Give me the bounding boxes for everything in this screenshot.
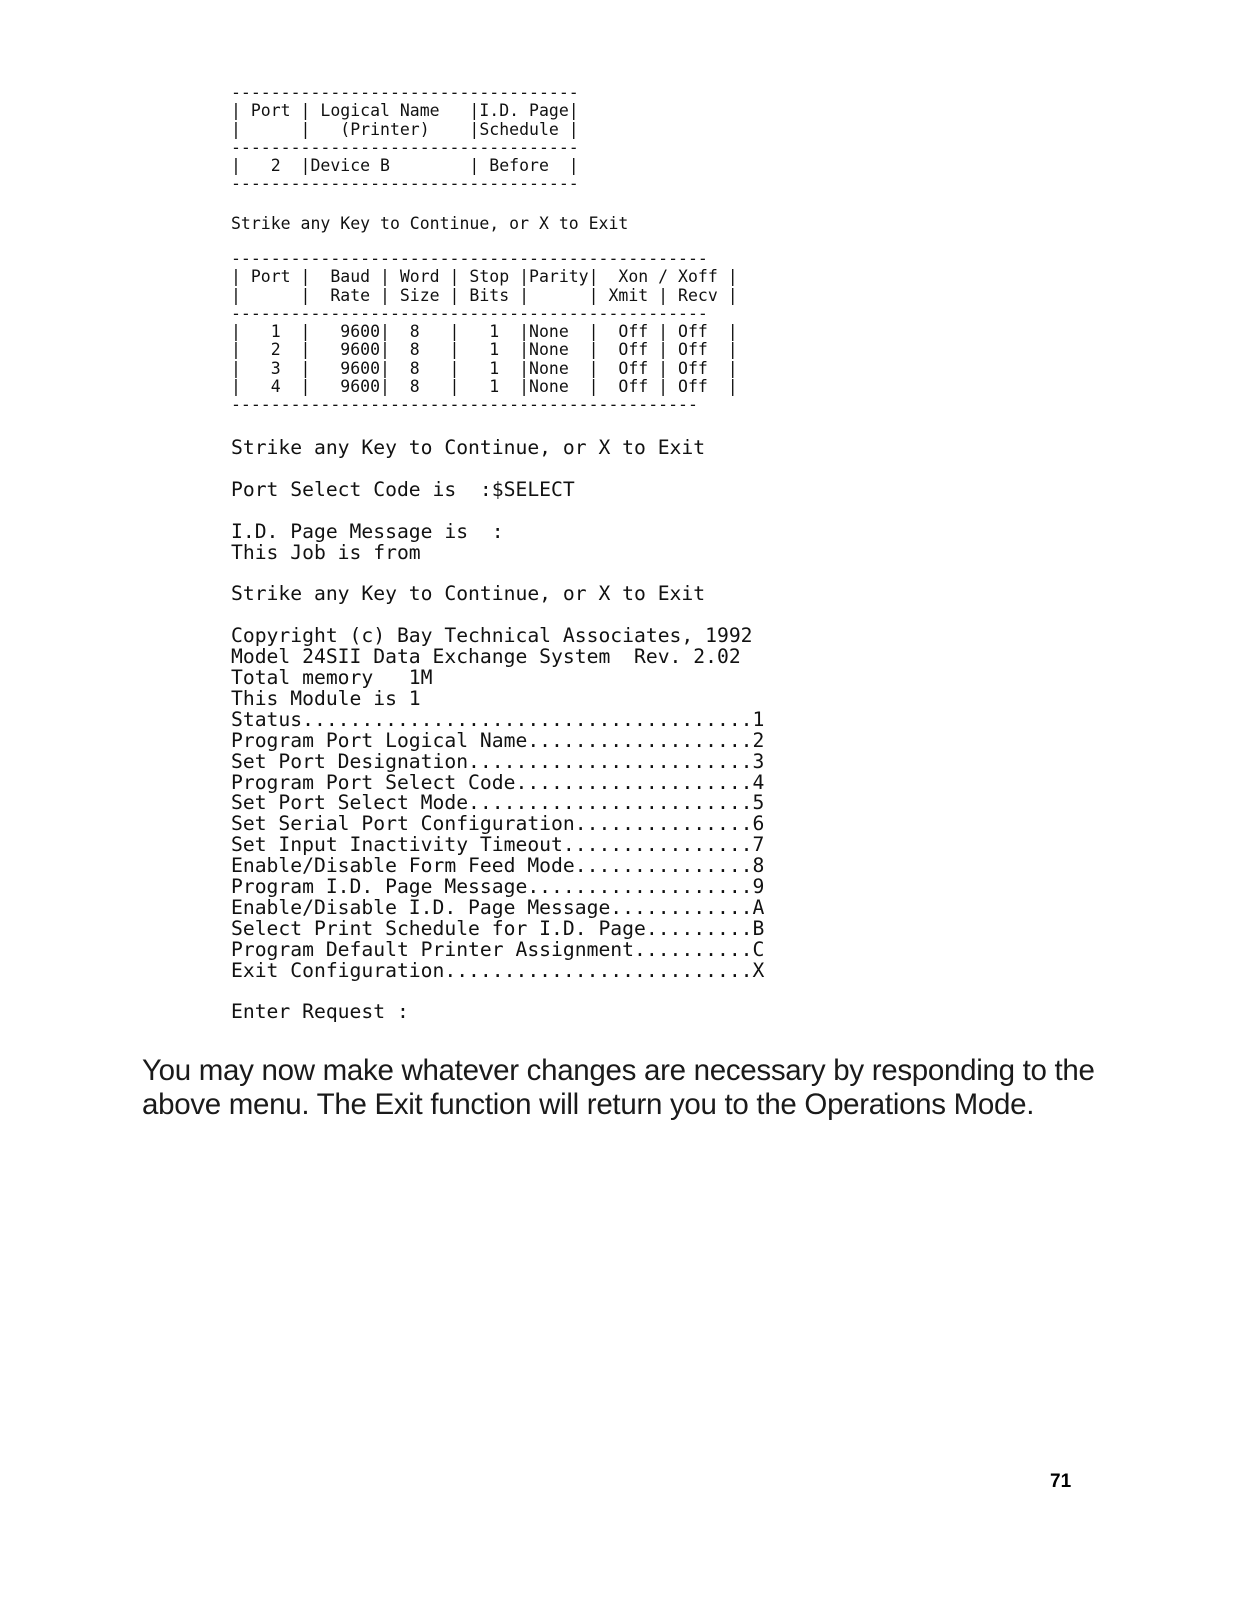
configuration-menu-console: Strike any Key to Continue, or X to Exit Port Select Code is :$SELECT I.D. Page Message is : This Job is from Strike any Key to Continue, or X to Exit Copyright (c) Bay Technical Associates, 1992 Model 24SII Data Exchange System Rev. 2.02 Total memory 1M This Module is 1 Status......................................1 Program Port Logical Name...................2 Set Port Designation........................3 Program Port Select Code....................4 Set Port Select Mode........................5 Set Serial Port Configuration...............6 Set Input Inactivity Timeout................7 Enable/Disable Form Feed Mode...............8 Program I.D. Page Message...................9 Enable/Disable I.D. Page Message............A Select Print Schedule for I.D. Page.........B Program Default Printer Assignment..........C Exit Configuration..........................X Enter Request : — [231, 436, 765, 1024]
instruction-paragraph: You may now make whatever changes are necessary by responding to the above menu. The Exit function will return you to the Operations Mode. — [142, 1054, 1095, 1121]
continue-prompt: Strike any Key to Continue, or X to Exit — [231, 214, 629, 233]
port-logical-name-table: ----------------------------------- | Port | Logical Name |I.D. Page| | | (Printer) |Schedule | ----------------------------------- | 2 |Device B | Before | ----------------------------------- — [231, 83, 579, 194]
page-number: 71 — [1050, 1471, 1072, 1492]
serial-port-config-table: ------------------------------------------------ | Port | Baud | Word | Stop |Parity| Xon / Xoff | | | Rate | Size | Bits | | Xmit | Recv | ------------------------------------------------ | 1 | 9600| 8 | 1 |None | Off | Off | | 2 | 9600| 8 | 1 |None | Off | Off | | 3 | 9600| 8 | 1 |None | Off | Off | | 4 | 9600| 8 | 1 |None | Off | Off | ----------------------------------------------- — [231, 249, 738, 415]
